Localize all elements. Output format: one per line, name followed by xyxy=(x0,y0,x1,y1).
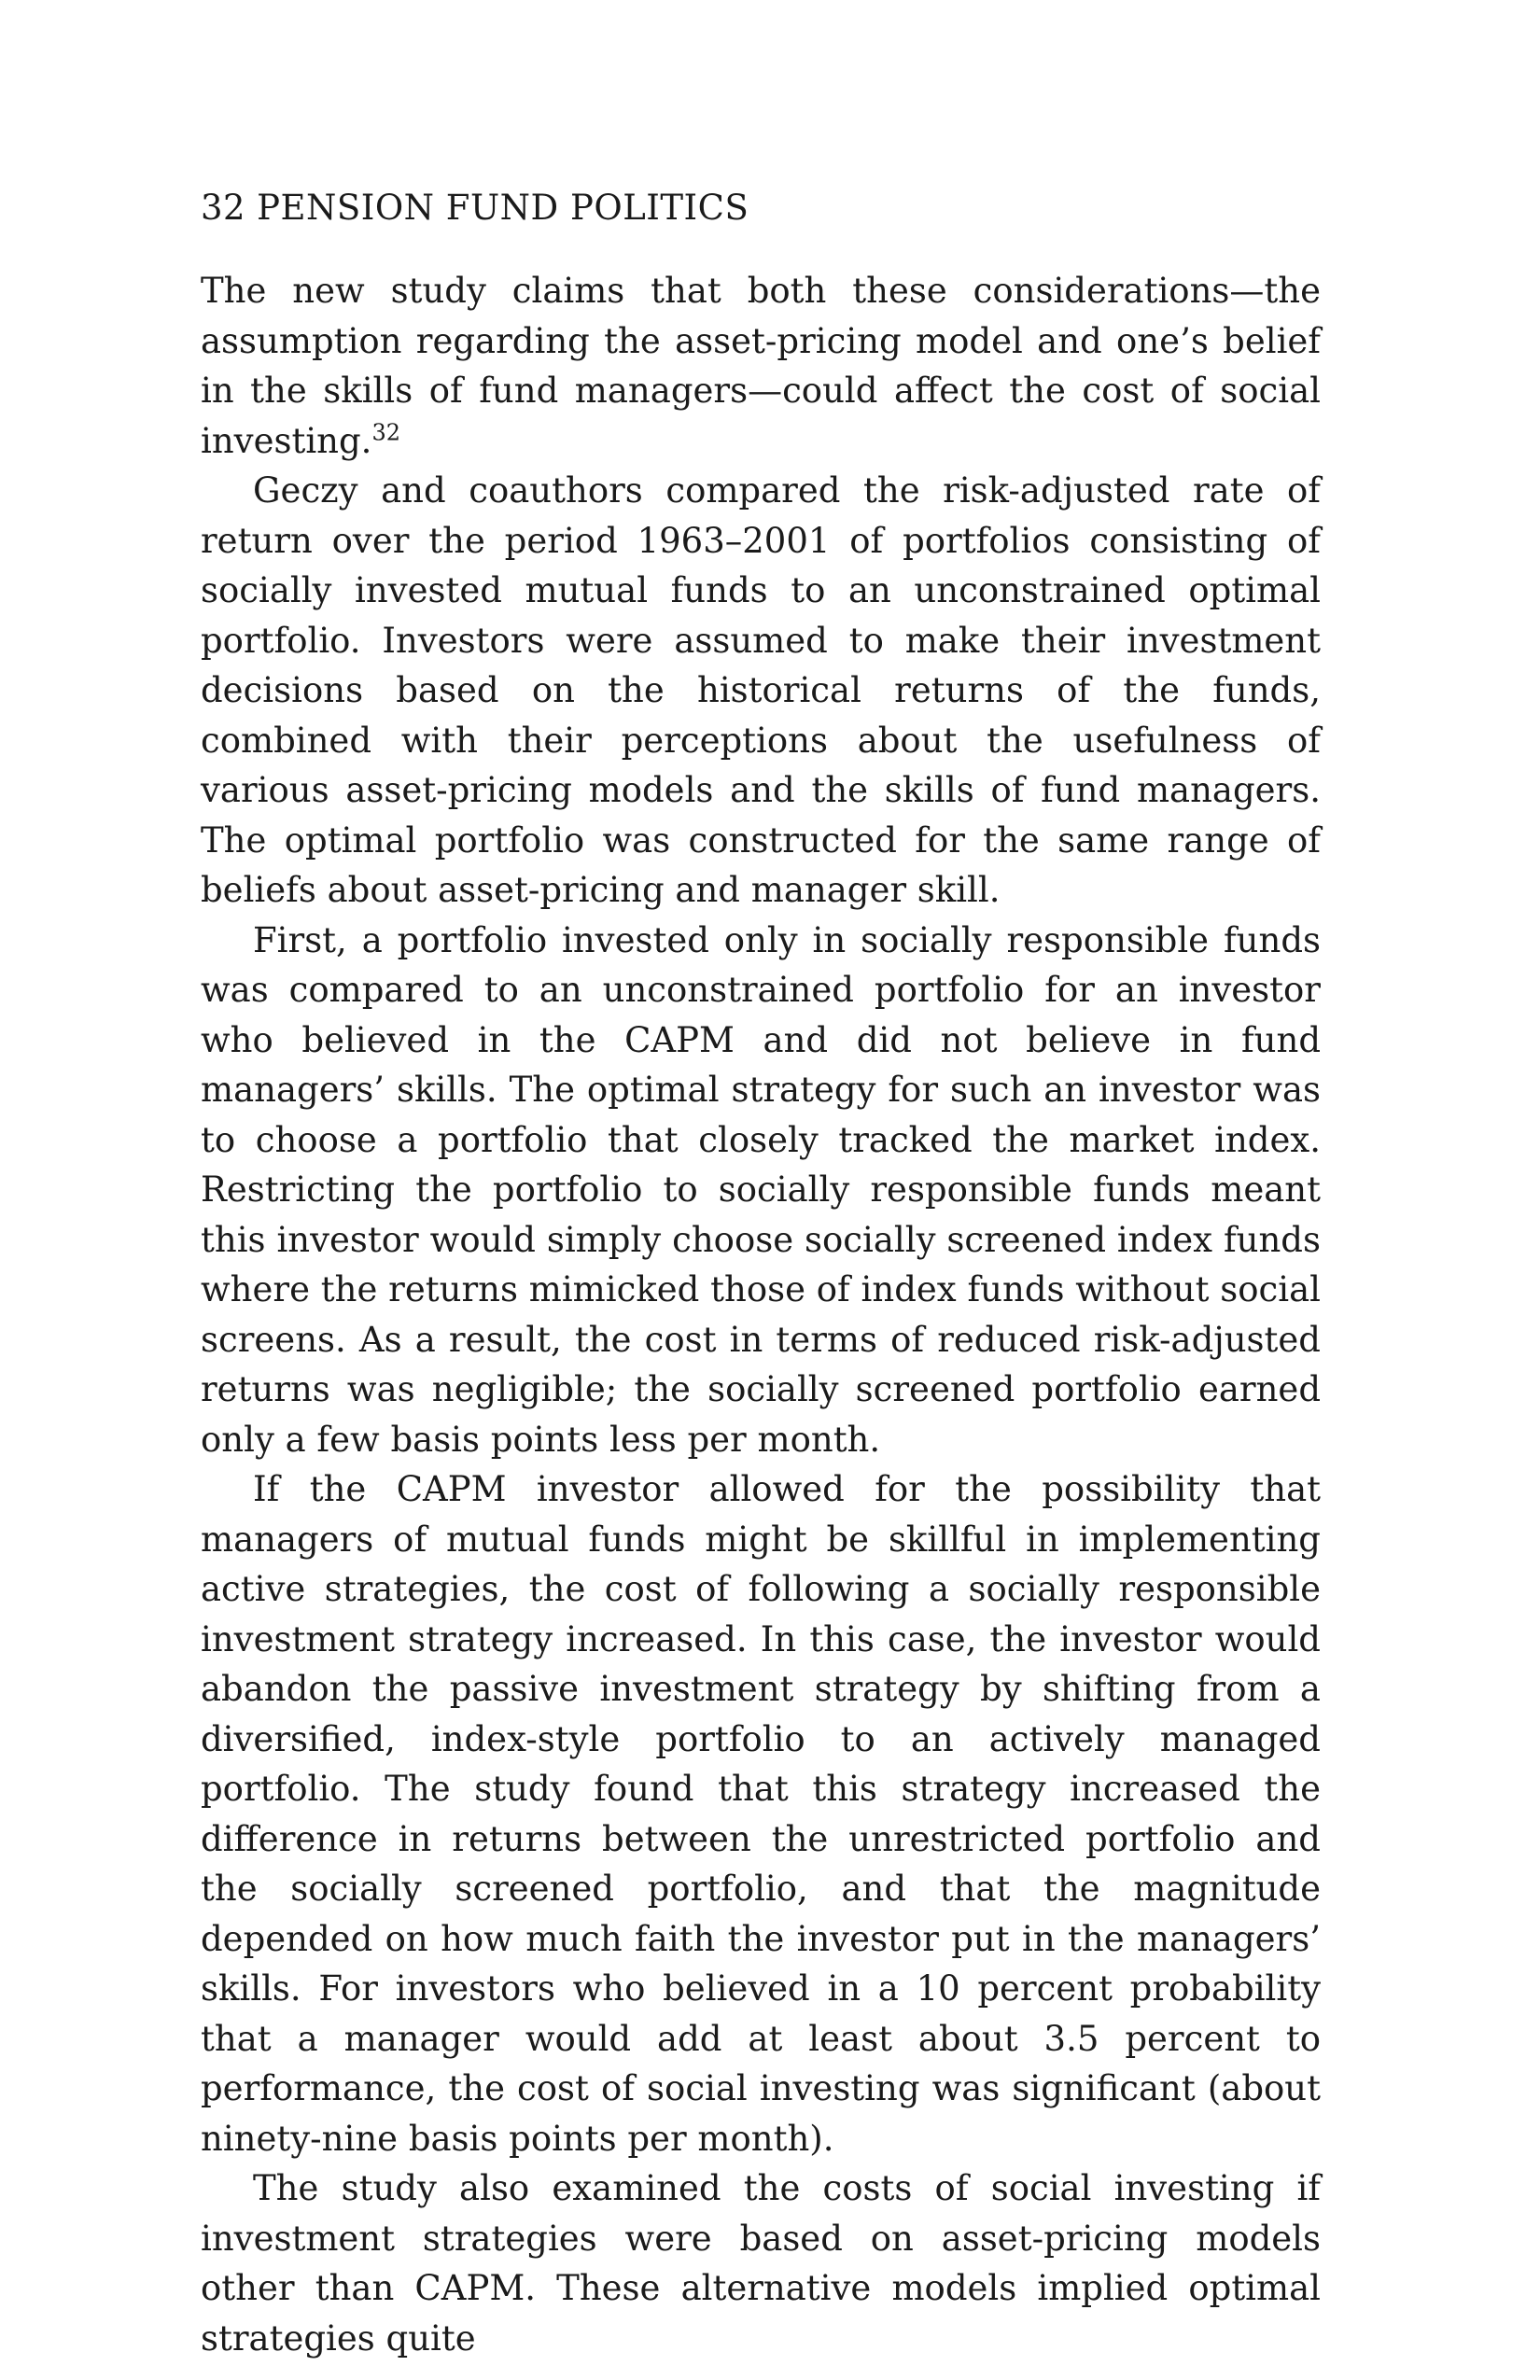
body-text xyxy=(201,266,1321,2363)
footnote-ref-32[interactable]: 32 xyxy=(371,419,400,446)
paragraph-2: Geczy and coauthors compared the risk-adjusted rate of return over the period 1963–2001 of portfolios consisting of socially invested mutual funds to an unconstrained optimal portfolio. Investors were assumed to make their investment decisions based on the historical returns of the funds, combined with their perceptions about the usefulness of various asset-pricing models and the skills of fund managers. The optimal portfolio was constructed for the same range of beliefs about asset-pricing and manager skill. xyxy=(201,470,1321,910)
page-number: 32 xyxy=(201,188,246,228)
paragraph-1 xyxy=(201,266,1321,466)
paragraph-3: First, a portfolio invested only in socially responsible funds was compared to an unconstrained portfolio for an investor who believed in the CAPM and did not believe in fund managers’ skills. The optimal strategy for such an investor was to choose a portfolio that closely tracked the market index. Restricting the portfolio to socially responsible funds meant this investor would simply choose socially screened index funds where the returns mimicked those of index funds without social screens. As a result, the cost in terms of reduced risk-adjusted returns was negligible; the socially screened portfolio earned only a few basis points less per month. xyxy=(201,919,1321,1460)
paragraph-5: The study also examined the costs of social investing if investment strategies were based on asset-pricing models other than CAPM. These alternative models implied optimal strategies quite xyxy=(201,2168,1321,2359)
paragraph-4: If the CAPM investor allowed for the possibility that managers of mutual funds might be skillful in implementing active strategies, the cost of following a socially responsible investment strategy increased. In this case, the investor would abandon the passive investment strategy by shifting from a diversified, index-style portfolio to an actively managed portfolio. The study found that this strategy increased the difference in returns between the unrestricted portfolio and the socially screened portfolio, and that the magnitude depended on how much faith the investor put in the managers’ skills. For investors who believed in a 10 percent probability that a manager would add at least about 3.5 percent to performance, the cost of social investing was significant (about ninety-nine basis points per month). xyxy=(201,1469,1321,2159)
running-head-title: PENSION FUND POLITICS xyxy=(257,188,749,228)
paragraph-1-text: The new study claims that both these considerations—the assumption regarding the asset-pricing model and one’s belief in the skills of fund managers—could affect the cost of social investing. xyxy=(201,271,1321,461)
running-head xyxy=(201,188,749,228)
